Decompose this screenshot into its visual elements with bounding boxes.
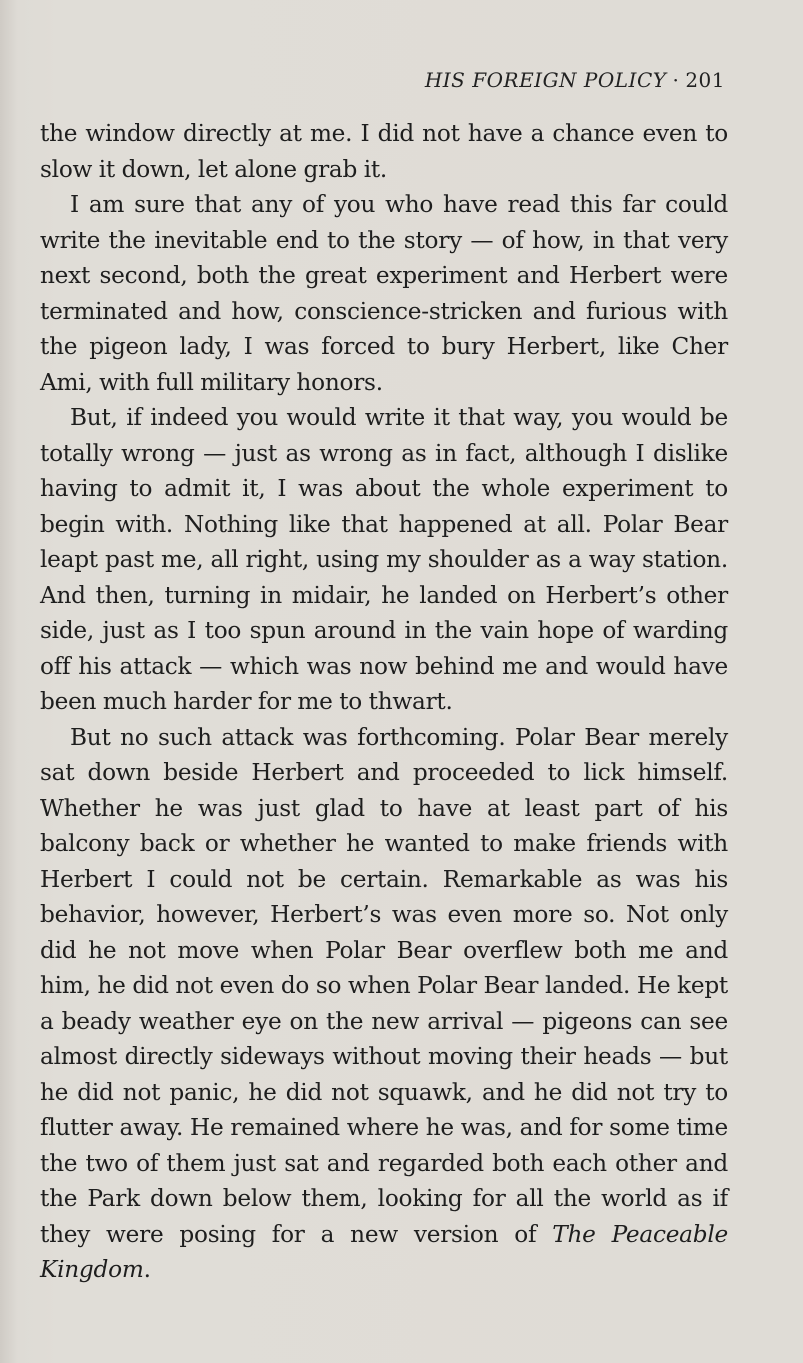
page-number: 201 bbox=[685, 68, 725, 92]
chapter-title: HIS FOREIGN POLICY bbox=[424, 68, 667, 92]
running-head bbox=[425, 68, 725, 92]
paragraph-4 bbox=[40, 720, 728, 1288]
body-text bbox=[40, 116, 728, 1288]
paragraph-2: I am sure that any of you who have read this far could write the inevitable end to the story — of how, in that very next second, both the great experiment and Herbert were terminated and how, conscience-stricken and furious with the pigeon lady, I was forced to bury Herbert, like Cher Ami, with full military honors. bbox=[40, 191, 728, 396]
paragraph-3: But, if indeed you would write it that way, you would be totally wrong — just as wrong as in fact, although I dislike having to admit it, I was about the whole experiment to begin with. Nothing like that happened at all. Polar Bear leapt past me, all right, using my shoulder as a way station. And then, turning in midair, he landed on Herbert’s other side, just as I too spun around in the vain hope of warding off his attack — which was now behind me and would have been much harder for me to thwart. bbox=[40, 404, 728, 715]
paragraph-1: the window directly at me. I did not have a chance even to slow it down, let alone grab it. bbox=[40, 120, 728, 183]
italic-book-title: The Peaceable Kingdom bbox=[40, 1220, 728, 1283]
paragraph-4-text: But no such attack was forthcoming. Polar Bear merely sat down beside Herbert and proceeded to lick himself. Whether he was just glad to have at least part of his balcony back or whether he wanted to make friends with Herbert I could not be certain. Remarkable as was his behavior, however, Herbert’s was even more so. Not only did he not move when Polar Bear overflew both me and him, he did not even do so when Polar Bear landed. He kept a beady weather eye on the new arrival — pigeons can see almost directly sideways without moving their heads — but he did not panic, he did not squawk, and he did not try to flutter away. He remained where he was, and for some time the two of them just sat and regarded both each other and the Park down below them, looking for all the world as if they were posing for a new version of bbox=[40, 723, 728, 1248]
paragraph-4-end: . bbox=[143, 1256, 151, 1283]
header-separator: · bbox=[672, 68, 680, 92]
